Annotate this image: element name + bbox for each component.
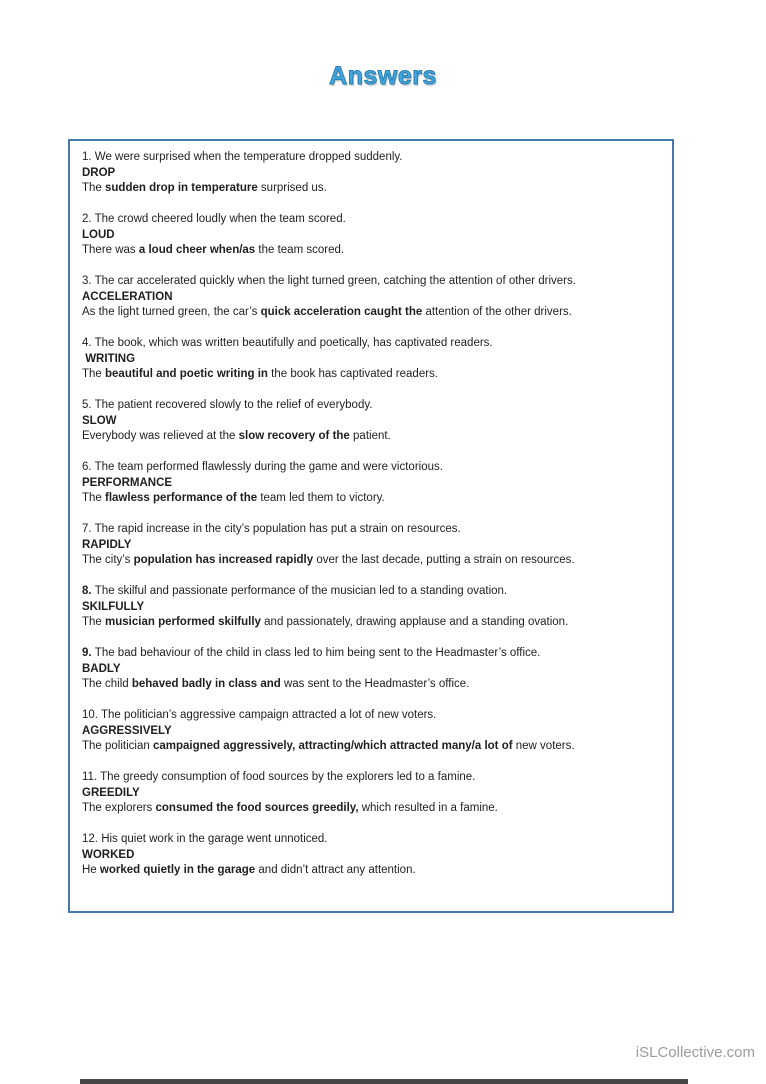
item-sentence: His quiet work in the garage went unnoticed. — [101, 833, 328, 845]
item-answer — [82, 181, 660, 197]
answer-bold-segment: flawless performance of the — [105, 492, 258, 504]
answer-segment: The child — [82, 678, 132, 690]
item-sentence: The politician’s aggressive campaign attracted a lot of new voters. — [100, 709, 437, 721]
item-number: 6. — [82, 461, 95, 473]
item-number: 4. — [82, 337, 95, 349]
answer-segment: the team scored. — [255, 244, 345, 256]
answer-item — [82, 336, 660, 383]
item-number: 7. — [82, 523, 95, 535]
answer-segment: The — [82, 368, 106, 380]
answer-item — [82, 770, 660, 817]
answer-segment: was sent to the Headmaster’s office. — [280, 678, 470, 690]
item-sentence-line — [82, 212, 660, 228]
item-number: 9. — [82, 647, 95, 659]
item-sentence: The rapid increase in the city’s population has put a strain on resources. — [94, 523, 461, 535]
answer-segment: The — [82, 182, 106, 194]
answer-segment: The — [82, 616, 106, 628]
answer-bold-segment: sudden drop in temperature — [105, 182, 258, 194]
item-sentence: The bad behaviour of the child in class led to him being sent to the Headmaster’s office. — [94, 647, 541, 659]
item-sentence: The patient recovered slowly to the relief of everybody. — [94, 399, 373, 411]
item-answer — [82, 677, 660, 693]
answer-segment: over the last decade, putting a strain on resources. — [313, 554, 575, 566]
next-page-edge — [80, 1079, 688, 1084]
item-keyword: WORKED — [82, 848, 135, 861]
item-sentence-line — [82, 274, 660, 290]
item-answer — [82, 615, 660, 631]
answer-bold-segment: musician performed skilfully — [105, 616, 261, 628]
answer-bold-segment: behaved badly in class and — [131, 678, 281, 690]
answer-segment: surprised us. — [257, 182, 327, 194]
page-title: Answers — [329, 62, 437, 90]
item-answer — [82, 863, 660, 879]
item-sentence-line — [82, 522, 660, 538]
item-number: 1. — [82, 151, 95, 163]
answer-segment: patient. — [349, 430, 391, 442]
item-number: 11. — [82, 771, 101, 783]
answer-item — [82, 646, 660, 693]
answer-item — [82, 708, 660, 755]
answer-segment: team led them to victory. — [257, 492, 385, 504]
item-number: 2. — [82, 213, 95, 225]
item-answer — [82, 739, 660, 755]
answer-segment: attention of the other drivers. — [422, 306, 572, 318]
answer-bold-segment: campaigned aggressively, attracting/which attracted many/a lot of — [152, 740, 513, 752]
answer-segment: and didn’t attract any attention. — [255, 864, 416, 876]
item-number: 5. — [82, 399, 95, 411]
answer-segment: The city’s — [82, 554, 134, 566]
item-sentence-line — [82, 832, 660, 848]
item-keyword: PERFORMANCE — [82, 476, 173, 489]
answer-item — [82, 212, 660, 259]
answers-list — [82, 150, 660, 879]
answer-segment: Everybody was relieved at the — [82, 430, 239, 442]
answers-box — [68, 139, 674, 913]
answer-bold-segment: slow recovery of the — [238, 430, 350, 442]
item-keyword: WRITING — [82, 352, 136, 365]
item-sentence: The crowd cheered loudly when the team scored. — [94, 213, 346, 225]
answer-segment: He — [82, 864, 100, 876]
answer-bold-segment: beautiful and poetic writing in — [105, 368, 268, 380]
item-sentence: The car accelerated quickly when the light turned green, catching the attention of other drivers. — [94, 275, 576, 287]
item-answer — [82, 553, 660, 569]
item-answer — [82, 305, 660, 321]
item-answer — [82, 243, 660, 259]
answer-segment: As the light turned green, the car’s — [82, 306, 261, 318]
item-keyword: LOUD — [82, 228, 115, 241]
item-sentence-line — [82, 150, 660, 166]
item-sentence: The book, which was written beautifully and poetically, has captivated readers. — [94, 337, 493, 349]
item-keyword: GREEDILY — [82, 786, 140, 799]
item-sentence-line — [82, 336, 660, 352]
answer-item — [82, 832, 660, 879]
item-keyword: BADLY — [82, 662, 121, 675]
item-answer — [82, 367, 660, 383]
footer-brand: iSLCollective.com — [635, 1044, 755, 1061]
answer-segment: the book has captivated readers. — [267, 368, 438, 380]
item-sentence: The greedy consumption of food sources by the explorers led to a famine. — [100, 771, 476, 783]
item-sentence-line — [82, 770, 660, 786]
item-keyword: RAPIDLY — [82, 538, 132, 551]
answer-bold-segment: a loud cheer when/as — [138, 244, 256, 256]
item-keyword: ACCELERATION — [82, 290, 173, 303]
answer-segment: which resulted in a famine. — [358, 802, 498, 814]
item-answer — [82, 491, 660, 507]
answer-item — [82, 584, 660, 631]
answer-segment: The politician — [82, 740, 153, 752]
answer-segment: There was — [82, 244, 139, 256]
item-sentence: The team performed flawlessly during the game and were victorious. — [94, 461, 443, 473]
item-sentence-line — [82, 584, 660, 600]
item-number: 8. — [82, 585, 95, 597]
item-sentence-line — [82, 708, 660, 724]
answer-item — [82, 274, 660, 321]
item-sentence-line — [82, 398, 660, 414]
item-answer — [82, 429, 660, 445]
item-sentence: We were surprised when the temperature dropped suddenly. — [94, 151, 403, 163]
item-keyword: SKILFULLY — [82, 600, 145, 613]
item-sentence-line — [82, 460, 660, 476]
answer-segment: The — [82, 492, 106, 504]
answer-bold-segment: population has increased rapidly — [133, 554, 314, 566]
answer-item — [82, 460, 660, 507]
answer-item — [82, 398, 660, 445]
answer-item — [82, 522, 660, 569]
item-keyword: SLOW — [82, 414, 117, 427]
item-sentence: The skilful and passionate performance of the musician led to a standing ovation. — [94, 585, 508, 597]
answer-segment: new voters. — [512, 740, 575, 752]
answer-segment: The explorers — [82, 802, 156, 814]
answer-bold-segment: worked quietly in the garage — [99, 864, 256, 876]
item-sentence-line — [82, 646, 660, 662]
answer-bold-segment: consumed the food sources greedily, — [155, 802, 359, 814]
item-number: 3. — [82, 275, 95, 287]
item-number: 12. — [82, 833, 102, 845]
answer-segment: and passionately, drawing applause and a standing ovation. — [260, 616, 569, 628]
answer-bold-segment: quick acceleration caught the — [260, 306, 423, 318]
item-number: 10. — [82, 709, 101, 721]
item-answer — [82, 801, 660, 817]
item-keyword: AGGRESSIVELY — [82, 724, 172, 737]
answer-item — [82, 150, 660, 197]
item-keyword: DROP — [82, 166, 116, 179]
